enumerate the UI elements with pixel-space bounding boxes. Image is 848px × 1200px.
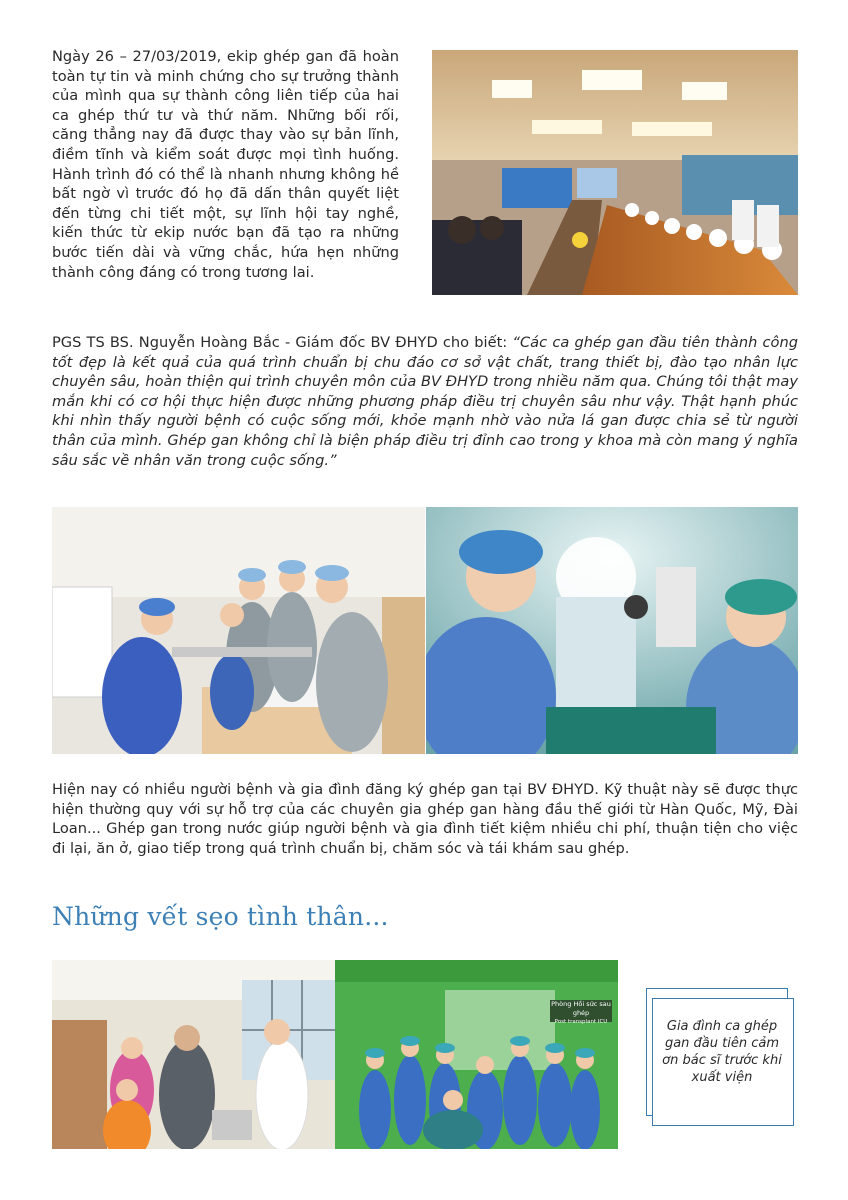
ward-sign-vn: Phòng Hồi sức sau ghép (551, 1000, 611, 1017)
ward-sign-en: Post transplant ICU (554, 1019, 608, 1025)
patient-room-photo (52, 507, 425, 754)
photo-caption: Gia đình ca ghép gan đầu tiên cảm ơn bác sĩ trước khi xuất viện (662, 1019, 782, 1085)
section-title: Những vết sẹo tình thân... (52, 902, 389, 931)
quote-speaker: PGS TS BS. Nguyễn Hoàng Bắc - Giám đốc BV ĐHYD cho biết: (52, 334, 513, 351)
conference-meeting-photo (432, 50, 798, 295)
surgery-photo (426, 507, 798, 754)
family-doctor-photo (52, 960, 335, 1149)
intro-paragraph: Ngày 26 – 27/03/2019, ekip ghép gan đã hoàn toàn tự tin và minh chứng cho sự trưởng thành của mình qua sự thành công liên tiếp của hai ca ghép thứ tư và thứ năm. Những bối rối, căng thẳng nay đã được thay vào sự bản lĩnh, điềm tĩnh và kiểm soát được mọi tình huống. Hành trình đó có thể là nhanh nhưng không hề bất ngờ vì trước đó họ đã dấn thân quyết liệt đến từng chi tiết một, sự lĩnh hội tay nghề, kiến thức từ ekip nước bạn đã tạo ra những bước tiến dài và vững chắc, hứa hẹn những thành công đáng có trong tương lai. (52, 48, 399, 281)
body-paragraph: Hiện nay có nhiều người bệnh và gia đình đăng ký ghép gan tại BV ĐHYD. Kỹ thuật này sẽ được thực hiện thường quy với sự hỗ trợ của các chuyên gia ghép gan hàng đầu thế giới từ Hàn Quốc, Mỹ, Đài Loan... Ghép gan trong nước giúp người bệnh và gia đình tiết kiệm nhiều chi phí, thuận tiện cho việc đi lại, ăn ở, giao tiếp trong quá trình chuẩn bị, chăm sóc và tái khám sau ghép. (52, 781, 798, 857)
ward-sign (550, 1000, 612, 1027)
director-quote-paragraph (52, 333, 798, 470)
quote-text: “Các ca ghép gan đầu tiên thành công tốt đẹp là kết quả của quá trình chuẩn bị chu đáo cơ sở vật chất, trang thiết bị, đào tạo nhân lực chuyên sâu, hoàn thiện qui trình chuyên môn của BV ĐHYD trong nhiều năm qua. Chúng tôi thật may mắn khi có cơ hội thực hiện được những phương pháp điều trị chuyên sâu như vậy. Thật hạnh phúc khi nhìn thấy người bệnh có cuộc sống mới, khỏe mạnh nhờ vào nửa lá gan được chia sẻ từ người thân của mình. Ghép gan không chỉ là biện pháp điều trị đỉnh cao trong y khoa mà còn mang ý nghĩa sâu sắc về nhân văn trong cuộc sống.” (52, 334, 798, 469)
transplant-team-photo (335, 960, 618, 1149)
photo-caption-box (640, 988, 800, 1130)
